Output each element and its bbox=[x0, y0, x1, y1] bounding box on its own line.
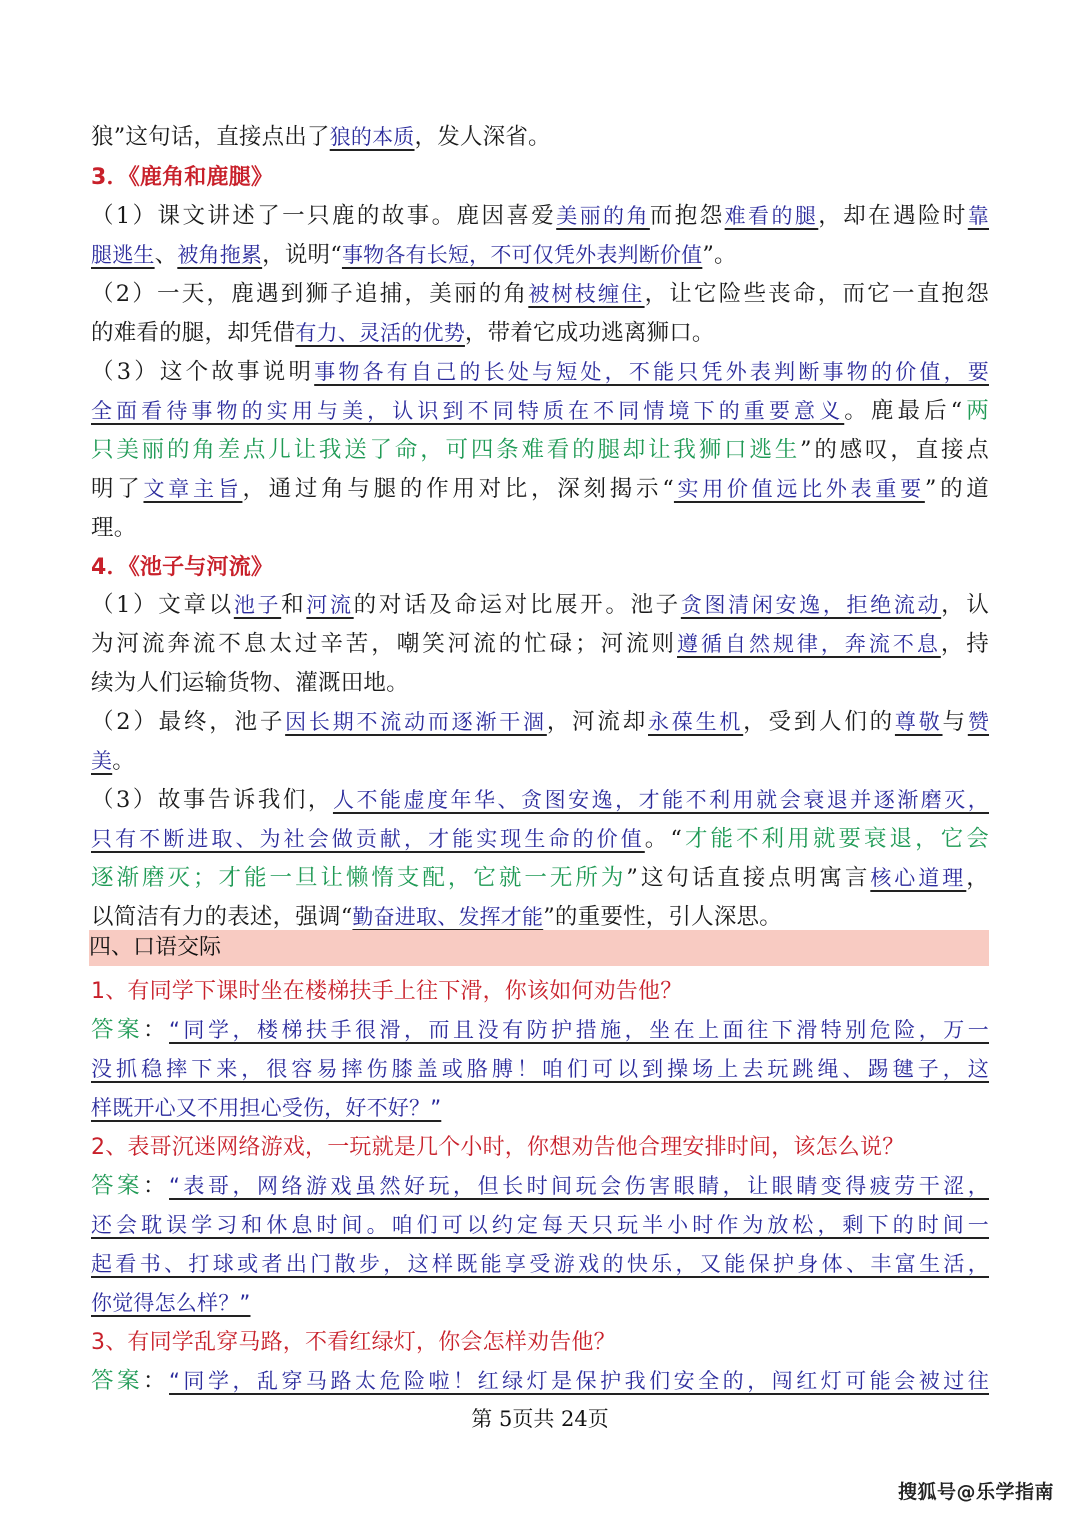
text: ，认 bbox=[941, 592, 990, 618]
text: ”的感叹，直接点 bbox=[800, 437, 989, 463]
text: 。鹿最后“ bbox=[844, 398, 963, 424]
text: ，河流却 bbox=[546, 709, 648, 735]
keyword: 遵循自然规律，奔流不息 bbox=[677, 632, 941, 656]
text: 理。 bbox=[91, 515, 137, 541]
keyword: 池子 bbox=[233, 593, 282, 617]
question-3: 3、有同学乱穿马路，不看红绿灯，你会怎样劝告他？ bbox=[91, 1330, 616, 1355]
text: ”。 bbox=[702, 242, 737, 268]
text: 而抱怨 bbox=[649, 203, 725, 229]
text: ，通过角与腿的作用对比，深刻揭示“ bbox=[242, 476, 674, 502]
paragraph-line bbox=[91, 586, 989, 625]
text: ： bbox=[143, 1368, 170, 1394]
section-header-bar bbox=[89, 930, 989, 966]
answer-line bbox=[91, 1206, 989, 1245]
text: ”的道 bbox=[924, 476, 990, 502]
answer-text: 你觉得怎么样？” bbox=[91, 1291, 251, 1315]
keyword: 实用价值远比外表重要 bbox=[673, 477, 925, 501]
answer-text: “表哥，网络游戏虽然好玩，但长时间玩会伤害眼睛，让眼睛变得疲劳干涩， bbox=[169, 1174, 989, 1198]
quote-text: 只美丽的角差点儿让我送了命，可四条难看的腿却让我狮口逃生 bbox=[91, 437, 801, 463]
keyword: 文章主旨 bbox=[143, 477, 243, 501]
page-number: 第 5页共 24页 bbox=[471, 1407, 609, 1431]
paragraph-line bbox=[91, 314, 715, 353]
keyword: 赞 bbox=[967, 710, 990, 734]
text: （3）故事告诉我们， bbox=[91, 787, 333, 813]
text: 的对话及命运对比展开。池子 bbox=[353, 592, 681, 618]
watermark: 搜狐号@乐学指南 bbox=[897, 1481, 1054, 1503]
keyword: 勤奋进取、发挥才能 bbox=[352, 905, 544, 929]
answer-line bbox=[91, 1011, 989, 1050]
question-2: 2、表哥沉迷网络游戏，一玩就是几个小时，你想劝告他合理安排时间，该怎么说？ bbox=[91, 1135, 905, 1160]
paragraph-line bbox=[91, 781, 989, 820]
text: （2）最终，池子 bbox=[91, 709, 286, 735]
answer-line bbox=[91, 1089, 441, 1128]
text: 狼”这句话，直接点出了 bbox=[91, 124, 330, 150]
answer-line bbox=[91, 1050, 989, 1089]
keyword: 永葆生机 bbox=[648, 710, 744, 734]
answer-text: 没抓稳摔下来，很容易摔伤膝盖或胳膊！咱们可以到操场上去玩跳绳、踢毽子，这 bbox=[91, 1057, 989, 1081]
answer-line bbox=[91, 1362, 989, 1401]
text: ： bbox=[143, 1017, 170, 1043]
keyword: 河流 bbox=[306, 593, 354, 617]
paragraph-line bbox=[91, 275, 989, 314]
keyword: 腿逃生 bbox=[91, 243, 155, 267]
paragraph-line bbox=[91, 625, 989, 664]
text: ，让它险些丧命，而它一直抱怨 bbox=[644, 281, 990, 307]
keyword: 难看的腿 bbox=[724, 204, 819, 228]
keyword: 靠 bbox=[967, 204, 989, 228]
text: （3）这个故事说明 bbox=[91, 359, 315, 385]
text: ，说明“ bbox=[262, 242, 342, 268]
text: 的难看的腿，却凭借 bbox=[91, 320, 296, 346]
keyword: 被树枝缠住 bbox=[528, 282, 645, 306]
text: 和 bbox=[281, 592, 307, 618]
text: ， bbox=[966, 865, 989, 891]
keyword: 美 bbox=[91, 749, 113, 773]
answer-text: 还会耽误学习和休息时间。咱们可以约定每天只玩半小时作为放松，剩下的时间一 bbox=[91, 1213, 989, 1237]
text: 续为人们运输货物、灌溉田地。 bbox=[91, 670, 409, 696]
text: 与 bbox=[942, 709, 968, 735]
text: ，发人深省。 bbox=[414, 124, 551, 150]
answer-text: “同学，楼梯扶手很滑，而且没有防护措施，坐在上面往下滑特别危险，万一 bbox=[169, 1018, 989, 1042]
paragraph-line bbox=[91, 742, 135, 781]
text: 明了 bbox=[91, 476, 144, 502]
heading-3: 3．《鹿角和鹿腿》 bbox=[91, 165, 274, 190]
paragraph-line bbox=[91, 197, 989, 236]
paragraph-line bbox=[91, 353, 989, 392]
text: 。 bbox=[112, 748, 135, 774]
answer-text: 起看书、打球或者出门散步，这样既能享受游戏的快乐，又能保护身体、丰富生活， bbox=[91, 1252, 989, 1276]
text: ，却在遇险时 bbox=[818, 203, 968, 229]
keyword: 核心道理 bbox=[870, 866, 967, 890]
quote-text: 两 bbox=[962, 398, 989, 424]
answer-line bbox=[91, 1245, 989, 1284]
text: （2）一天，鹿遇到狮子追捕，美丽的角 bbox=[91, 281, 529, 307]
text: ，受到人们的 bbox=[743, 709, 895, 735]
answer-text: “同学，乱穿马路太危险啦！红绿灯是保护我们安全的，闯红灯可能会被过往 bbox=[169, 1369, 989, 1393]
answer-line bbox=[91, 1167, 989, 1206]
paragraph-line bbox=[91, 509, 136, 548]
text: ，带着它成功逃离狮口。 bbox=[464, 320, 715, 346]
section-title: 四、口语交际 bbox=[89, 935, 222, 960]
text: 以简洁有力的表述，强调“ bbox=[91, 904, 353, 930]
answer-label: 答案 bbox=[91, 1017, 144, 1043]
quote-text: 才能不利用就要衰退，它会 bbox=[682, 826, 989, 852]
text: ，持 bbox=[940, 631, 989, 657]
text: ： bbox=[143, 1173, 170, 1199]
text: 为河流奔流不息太过辛苦，嘲笑河流的忙碌；河流则 bbox=[91, 631, 678, 657]
keyword: 人不能虚度年华、贪图安逸，才能不利用就会衰退并逐渐磨灭， bbox=[332, 788, 989, 812]
text: 、 bbox=[154, 242, 178, 268]
answer-label: 答案 bbox=[91, 1368, 144, 1394]
answer-label: 答案 bbox=[91, 1173, 144, 1199]
keyword: 有力、灵活的优势 bbox=[295, 321, 465, 345]
keyword: 全面看待事物的实用与美，认识到不同特质在不同情境下的重要意义 bbox=[91, 399, 845, 423]
keyword: 狼的本质 bbox=[329, 125, 415, 149]
paragraph-line bbox=[91, 470, 989, 509]
answer-line bbox=[91, 1284, 250, 1323]
text: 。“ bbox=[644, 826, 683, 852]
keyword: 只有不断进取、为社会做贡献，才能实现生命的价值 bbox=[91, 827, 645, 851]
heading-4: 4．《池子与河流》 bbox=[91, 555, 274, 580]
paragraph-line bbox=[91, 236, 737, 275]
keyword: 被角拖累 bbox=[177, 243, 263, 267]
text: （1）课文讲述了一只鹿的故事。鹿因喜爱 bbox=[91, 203, 557, 229]
keyword: 尊敬 bbox=[894, 710, 943, 734]
keyword: 因长期不流动而逐渐干涸 bbox=[285, 710, 547, 734]
text: ”的重要性，引人深思。 bbox=[543, 904, 782, 930]
paragraph-line bbox=[91, 392, 989, 431]
keyword: 事物各有自己的长处与短处，不能只凭外表判断事物的价值，要 bbox=[314, 360, 989, 384]
text: ”这句话直接点明寓言 bbox=[626, 865, 871, 891]
paragraph-line bbox=[91, 859, 989, 898]
paragraph-line bbox=[91, 431, 989, 470]
answer-text: 样既开心又不用担心受伤，好不好？” bbox=[91, 1096, 442, 1120]
text: （1）文章以 bbox=[91, 592, 234, 618]
quote-text: 逐渐磨灭；才能一旦让懒惰支配，它就一无所为 bbox=[91, 865, 627, 891]
keyword: 美丽的角 bbox=[556, 204, 650, 228]
paragraph-line bbox=[91, 820, 989, 859]
question-1: 1、有同学下课时坐在楼梯扶手上往下滑，你该如何劝告他？ bbox=[91, 979, 683, 1004]
keyword: 事物各有长短，不可仅凭外表判断价值 bbox=[341, 243, 703, 267]
paragraph-line bbox=[91, 118, 551, 157]
keyword: 贪图清闲安逸，拒绝流动 bbox=[680, 593, 942, 617]
paragraph-line bbox=[91, 703, 989, 742]
paragraph-line bbox=[91, 664, 409, 703]
